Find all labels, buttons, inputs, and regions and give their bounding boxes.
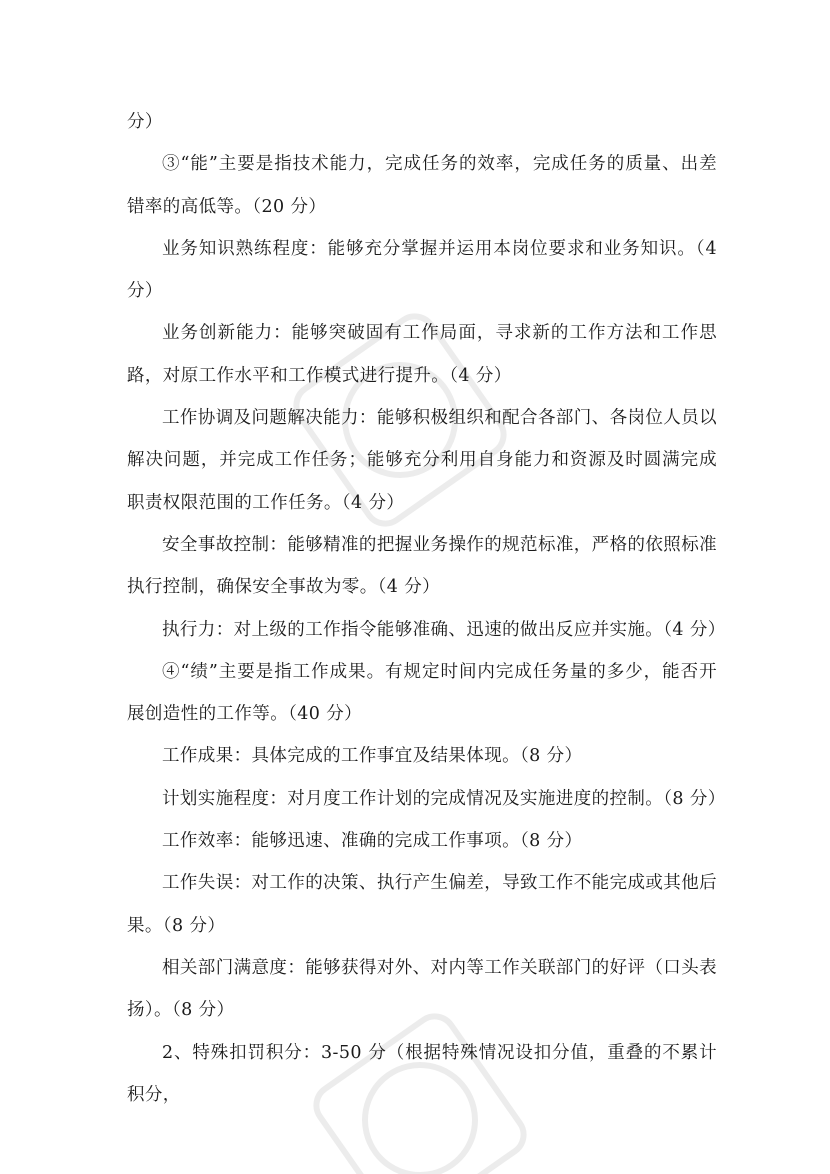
paragraph-safety-control: 安全事故控制：能够精准的把握业务操作的规范标准，严格的依照标准执行控制，确保安全事故为零。（4 分） <box>127 534 717 598</box>
paragraph-work-efficiency: 工作效率：能够迅速、准确的完成工作事项。（8 分） <box>162 831 583 852</box>
paragraph-performance-heading: ④“绩”主要是指工作成果。有规定时间内完成任务量的多少，能否开展创造性的工作等。（40 分） <box>127 661 717 725</box>
paragraph-work-results: 工作成果：具体完成的工作事宜及结果体现。（8 分） <box>162 746 583 767</box>
document-body <box>127 101 726 1116</box>
paragraph-continuation: 分） <box>127 112 163 132</box>
paragraph-plan-implementation: 计划实施程度：对月度工作计划的完成情况及实施进度的控制。（8 分） <box>162 788 726 809</box>
paragraph-execution: 执行力：对上级的工作指令能够准确、迅速的做出反应并实施。（4 分） <box>162 619 726 640</box>
paragraph-ability-heading: ③“能”主要是指技术能力，完成任务的效率，完成任务的质量、出差错率的高低等。（20 分） <box>127 154 717 217</box>
paragraph-business-innovation: 业务创新能力：能够突破固有工作局面，寻求新的工作方法和工作思路，对原工作水平和工作模式进行提升。（4 分） <box>127 323 717 386</box>
paragraph-special-deduction: 2、特殊扣罚积分：3-50 分（根据特殊情况设扣分值，重叠的不累计积分， <box>127 1042 717 1105</box>
paragraph-coordination: 工作协调及问题解决能力：能够积极组织和配合各部门、各岗位人员以解决问题，并完成工作任务；能够充分利用自身能力和资源及时圆满完成职责权限范围的工作任务。（4 分） <box>127 408 717 513</box>
paragraph-work-errors: 工作失误：对工作的决策、执行产生偏差，导致工作不能完成或其他后果。（8 分） <box>127 873 717 936</box>
paragraph-business-knowledge: 业务知识熟练程度：能够充分掌握并运用本岗位要求和业务知识。（4 分） <box>127 238 717 302</box>
paragraph-department-satisfaction: 相关部门满意度：能够获得对外、对内等工作关联部门的好评（口头表扬）。（8 分） <box>127 957 717 1021</box>
